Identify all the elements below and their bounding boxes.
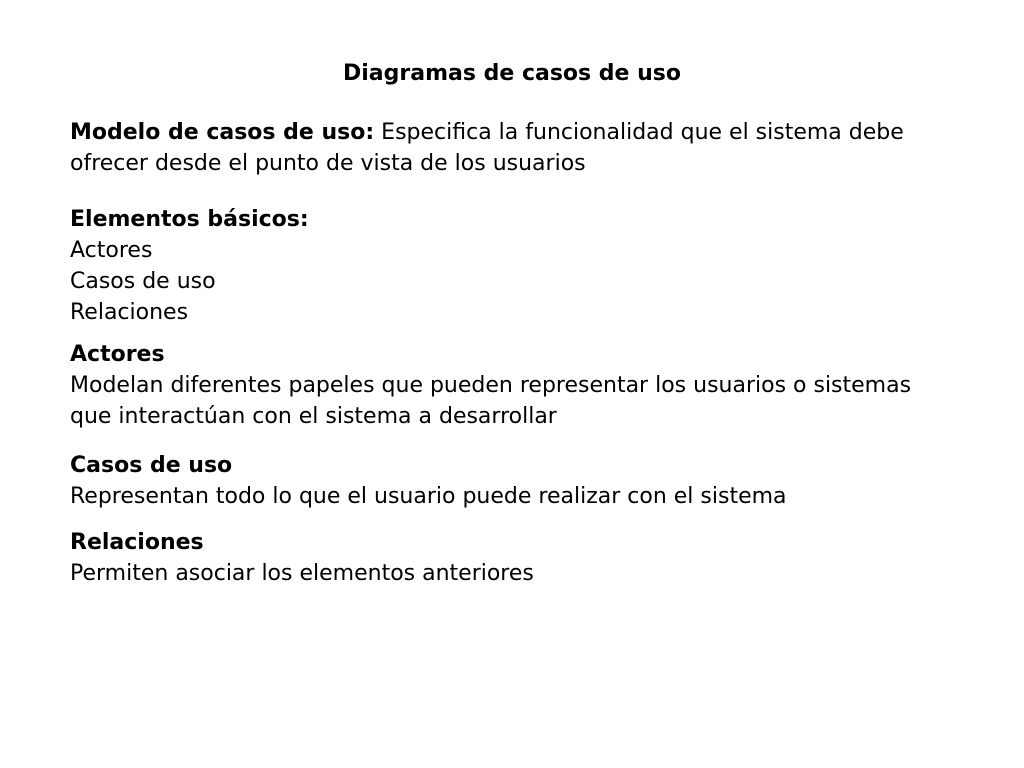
relaciones-heading: Relaciones bbox=[70, 530, 204, 555]
modelo-label: Modelo de casos de uso: bbox=[70, 120, 375, 145]
elementos-item-relaciones: Relaciones bbox=[70, 300, 189, 325]
modelo-line-1 bbox=[70, 117, 970, 148]
relaciones-section bbox=[70, 527, 970, 589]
elementos-section bbox=[70, 204, 970, 328]
casos-heading: Casos de uso bbox=[70, 453, 233, 478]
casos-section bbox=[70, 450, 970, 512]
modelo-text-2: ofrecer desde el punto de vista de los usuarios bbox=[70, 151, 586, 176]
elementos-heading: Elementos básicos: bbox=[70, 207, 309, 232]
modelo-text-1: Especifica la funcionalidad que el sistema debe bbox=[374, 120, 904, 145]
actores-text-1: Modelan diferentes papeles que pueden representar los usuarios o sistemas bbox=[70, 373, 912, 398]
slide-title: Diagramas de casos de uso bbox=[343, 61, 681, 86]
elementos-item-actores: Actores bbox=[70, 238, 153, 263]
actores-text-2: que interactúan con el sistema a desarrollar bbox=[70, 404, 557, 429]
elementos-item-casos: Casos de uso bbox=[70, 269, 216, 294]
modelo-section bbox=[70, 117, 970, 179]
actores-heading: Actores bbox=[70, 342, 165, 367]
casos-text-1: Representan todo lo que el usuario puede realizar con el sistema bbox=[70, 484, 787, 509]
relaciones-text-1: Permiten asociar los elementos anteriores bbox=[70, 561, 534, 586]
actores-section bbox=[70, 339, 970, 432]
